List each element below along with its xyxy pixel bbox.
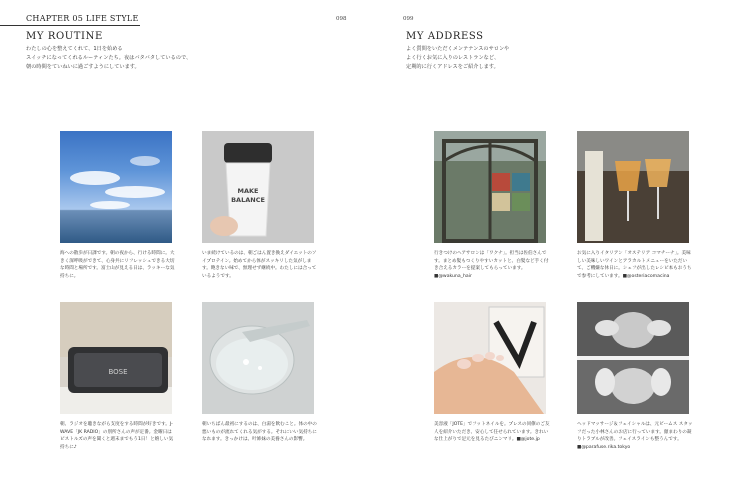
chapter-rule [0,25,140,26]
right-page [375,0,750,500]
shaker-text-line-2: BALANCE [231,196,265,204]
head-massage-photo [577,302,689,414]
chapter-heading: CHAPTER 05 LIFE STYLE [26,14,139,23]
caption-routine-4: 朝いちばん最初にするのは、白湯を飲むこと。体の中の悪いものが流れてくれる気がする。それにいい気持ちになれます。きっかけは、叶姉妹の美養さんの影響。 [202,422,317,443]
caption-address-3: 美容液「JOTE」でフットネイルを。プレスの同僚のご友人を紹介いただき、安心して任せられています。きれいな仕上がりで足元を見るたびニンマリ。■@jote.jp [434,422,550,443]
ocean-sky-photo [60,131,172,243]
protein-shaker-photo [202,131,314,243]
intro-text-routine: わたしの心を整えてくれて、1日を始める スイッチになってくれるルーティンたち。夜はバタバタしているので、 朝の時間をていねいに過ごすようにしています。 [26,46,192,70]
shaker-text-line-1: MAKE [237,187,259,195]
wine-glasses-photo [577,131,689,243]
caption-routine-2: いま続けているのは、朝ごはん置き換えダイエットのソイプロテイン。始めてから体がスッキリした気がします。飽きない味で、無理せず継続中。わたしには合っているようです。 [202,251,317,279]
pedicure-feet-photo [434,302,546,414]
page-number-right: 099 [403,16,414,22]
stained-glass-window-photo [434,131,546,243]
caption-address-2: お気に入りイタリアン「オステリア コマチーナ」。美味しい美味しいワインとアラカルトメニューをいただいて、ご機嫌な休日に。シェフが出したレシピ本もおうちで参考にしています。■@osteriacomacina [577,251,692,279]
speaker-photo [60,302,172,414]
caption-routine-3: 朝、ラジオを聴きながら支度をする時間が好きです。J-WAVE「JK RADIO」の別所さんの声が定番。金曜日はピストルズの声を聞くと週末までもう1日！と嬉しい気持ちに♪ [60,422,174,450]
water-glass-photo [202,302,314,414]
caption-address-4: ヘッドマッサージ＆フェイシャルは、元ビームス スタッフだった小林さんのお店に行っています。顔まわりの凝りトラブルが改善。フェイスラインも整うんです。■@parafuse.rika.tokyo [577,422,693,450]
intro-text-address: よく質問をいただくメンテナンスのサロンや よく行くお気に入りのレストランなど、 定期的に行くアドレスをご紹介します。 [406,46,510,70]
caption-routine-1: 海への散歩が日課です。朝の夜から、行ける時間に。大きく深呼吸ができて、心身共にリフレッシュできる大切な時間と場所です。富士山が見える日は、ラッキーな気持ちに。 [60,251,175,279]
section-title-address: MY ADDRESS [406,31,484,42]
page-number-left: 098 [336,16,347,22]
caption-address-1: 行きつけのヘアサロンは「ワクナ」。担当は佐伯さんです。まとめ髪もつくりやすいカットと、白髪など手く付き合えるカラーを提案してもらっています。■@wakuna_hair [434,251,549,279]
speaker-brand-text: BOSE [108,368,128,376]
section-title-routine: MY ROUTINE [26,31,103,42]
